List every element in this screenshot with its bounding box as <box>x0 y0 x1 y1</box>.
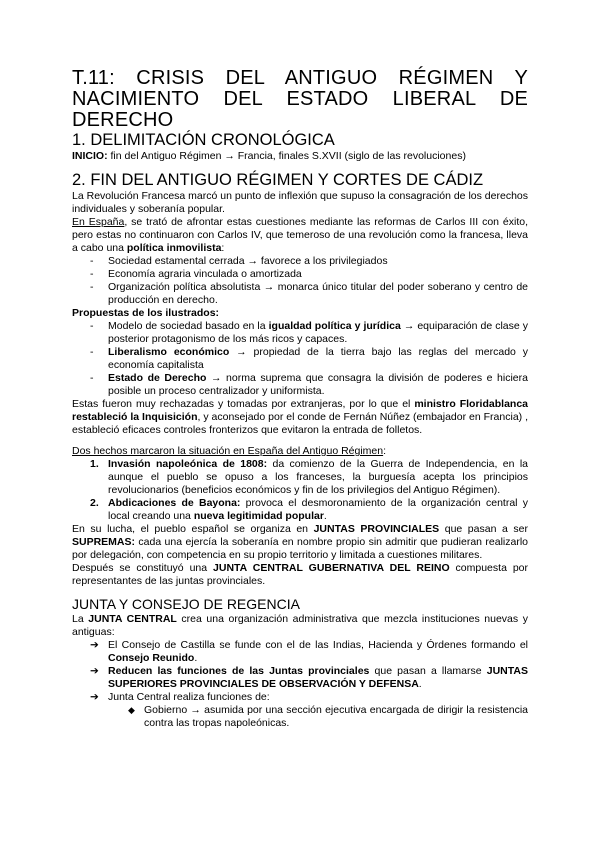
propuestas-list <box>72 320 528 398</box>
p5-b: JUNTA CENTRAL GUBERNATIVA DEL REINO <box>213 562 450 574</box>
prop1-text: Modelo de sociedad basado en la <box>108 320 269 332</box>
p5-c: compuesta por representantes de las juntas provinciales. <box>72 562 529 587</box>
inicio-text: fin del Antiguo Régimen → Francia, finales S.XVII (siglo de las revoluciones) <box>107 150 466 162</box>
funciones-list <box>108 704 528 730</box>
p3-bold: ministro Floridablanca restableció la Inquisición <box>72 398 528 423</box>
list-item <box>72 320 528 346</box>
arrow-icon: ➔ <box>90 665 99 677</box>
dos-hechos-heading <box>72 445 528 458</box>
h2-text: provoca el desmoronamiento de la organización central y local creando una <box>108 497 528 522</box>
p3-rest: , y aconsejado por el conde de Fernán Núñez (embajador en Francia) , estableció eficaces controles fronterizos que evitaron la entrada de folletos. <box>72 411 529 436</box>
espana-paragraph <box>72 216 528 255</box>
inicio-label: INICIO: <box>72 150 108 162</box>
inicio-paragraph <box>72 150 528 163</box>
p4-c: que pasan a ser <box>439 523 528 535</box>
prop2-rest: → propiedad de la tierra bajo las reglas del mercado y economía capitalista <box>108 346 529 371</box>
hechos-list <box>72 458 528 523</box>
list-item <box>108 704 528 730</box>
p5-a: Después se constituyó una <box>72 562 214 574</box>
a2-d: . <box>418 678 422 690</box>
dos-hechos-end: : <box>383 445 387 457</box>
list-item <box>72 458 528 497</box>
p4-a: En su lucha, el pueblo español se organiza en <box>72 523 314 535</box>
prop3-rest: → norma suprema que consagra la división de poderes e hiciera posible un proceso centralizador y uniformista. <box>108 372 528 397</box>
section-1-heading: 1. DELIMITACIÓN CRONOLÓGICA <box>72 131 335 149</box>
list-item <box>72 497 528 523</box>
document-page <box>72 68 528 730</box>
prop3-bold: Estado de Derecho <box>108 372 207 384</box>
p4-d: SUPREMAS: <box>72 536 136 548</box>
p4-b: JUNTAS PROVINCIALES <box>313 523 440 535</box>
p3-text: Estas fueron muy rechazadas y tomadas por extranjeras, por lo que el <box>72 398 415 410</box>
floridablanca-paragraph <box>72 398 528 437</box>
propuestas-label: Propuestas de los ilustrados: <box>72 307 220 319</box>
inmovilista-term: política inmovilista <box>126 242 222 254</box>
revolucion-paragraph: La Revolución Francesa marcó un punto de inflexión que supuso la consagración de los derechos individuales y soberanía popular. <box>72 190 528 215</box>
a3-text: Junta Central realiza funciones de: <box>108 691 270 703</box>
p4-e: cada una ejercía la soberanía en nombre propio sin admitir que pudieran realizarlo por delegación, con competencia en su propio territorio y limitada a cuestiones militares. <box>72 536 528 561</box>
a1-b: Consejo Reunido <box>108 652 195 664</box>
h2-end: . <box>323 510 327 522</box>
arrow-icon: ➔ <box>90 639 99 651</box>
s3-p1-a: La <box>72 613 89 625</box>
prop1-bold: igualdad política y jurídica <box>268 320 401 332</box>
item-number: 1. <box>90 458 99 470</box>
prop2-bold: Liberalismo económico <box>108 346 230 358</box>
diamond-icon: ◆ <box>128 705 135 715</box>
list-item <box>72 665 528 691</box>
title-line-3: DERECHO <box>72 109 174 131</box>
document-title <box>72 68 528 131</box>
item-number: 2. <box>90 497 99 509</box>
list-item <box>72 346 528 372</box>
a2-b: que pasan a llamarse <box>369 665 487 677</box>
espana-text: , se trató de afrontar estas cuestiones mediante las reformas de Carlos III con éxito, pero estas no continuaron con Carlos IV, que temeroso de una revolución como la francesa, lleva a cabo una <box>72 216 528 254</box>
a1-c: . <box>194 652 198 664</box>
h1-text: da comienzo de la Guerra de Independencia, en la aunque el pueblo se opuso a los franceses, la burguesía acepta los principios revolucionarios (beneficios económicos y fin de los privilegios del Antiguo Régimen). <box>108 458 529 496</box>
h2-bold2: nueva legitimidad popular <box>193 510 324 522</box>
section-3-heading: JUNTA Y CONSEJO DE REGENCIA <box>72 596 300 612</box>
prop1-rest: → equiparación de clase y posterior protagonismo de los más ricos y capaces. <box>108 320 528 345</box>
arrow-icon: ➔ <box>90 691 99 703</box>
section-2-heading: 2. FIN DEL ANTIGUO RÉGIMEN Y CORTES DE CÁDIZ <box>72 171 484 189</box>
h2-bold: Abdicaciones de Bayona: <box>108 497 241 509</box>
s3-p1-b: JUNTA CENTRAL <box>88 613 177 625</box>
a1-a: El Consejo de Castilla se funde con el de las Indias, Hacienda y Órdenes formando el <box>108 639 528 651</box>
s3-p1-c: crea una organización administrativa que mezcla instituciones nuevas y antiguas: <box>72 613 528 638</box>
list-item: - Economía agraria vinculada o amortizada <box>72 268 528 281</box>
junta-central-paragraph <box>72 562 528 588</box>
list-item: - Sociedad estamental cerrada → favorece a los privilegiados <box>72 255 528 268</box>
espana-link-text: En España <box>72 216 125 228</box>
list-item <box>72 639 528 665</box>
list-item: - Organización política absolutista → monarca único titular del poder soberano y centro de producción en derecho. <box>72 281 528 307</box>
list-item <box>72 691 528 730</box>
inmovilista-list <box>72 255 528 307</box>
junta-central-org-paragraph <box>72 613 528 639</box>
organizacion-list <box>72 639 528 730</box>
a2-c: JUNTAS SUPERIORES PROVINCIALES DE OBSERVACIÓN Y DEFENSA <box>108 665 528 690</box>
title-line-1: T.11: CRISIS DEL ANTIGUO RÉGIMEN Y <box>72 67 528 89</box>
espana-end: : <box>221 242 225 254</box>
propuestas-heading <box>72 307 528 320</box>
dos-hechos-text: Dos hechos marcaron la situación en España del Antiguo Régimen <box>72 445 384 457</box>
title-line-2: NACIMIENTO DEL ESTADO LIBERAL DE <box>72 88 528 110</box>
h1-bold: Invasión napoleónica de 1808: <box>108 458 268 470</box>
a2-a: Reducen las funciones de las Juntas provinciales <box>108 665 370 677</box>
list-item <box>72 372 528 398</box>
d1-text: Gobierno → asumida por una sección ejecutiva encargada de dirigir la resistencia contra las tropas napoleónicas. <box>144 704 528 729</box>
juntas-paragraph <box>72 523 528 562</box>
